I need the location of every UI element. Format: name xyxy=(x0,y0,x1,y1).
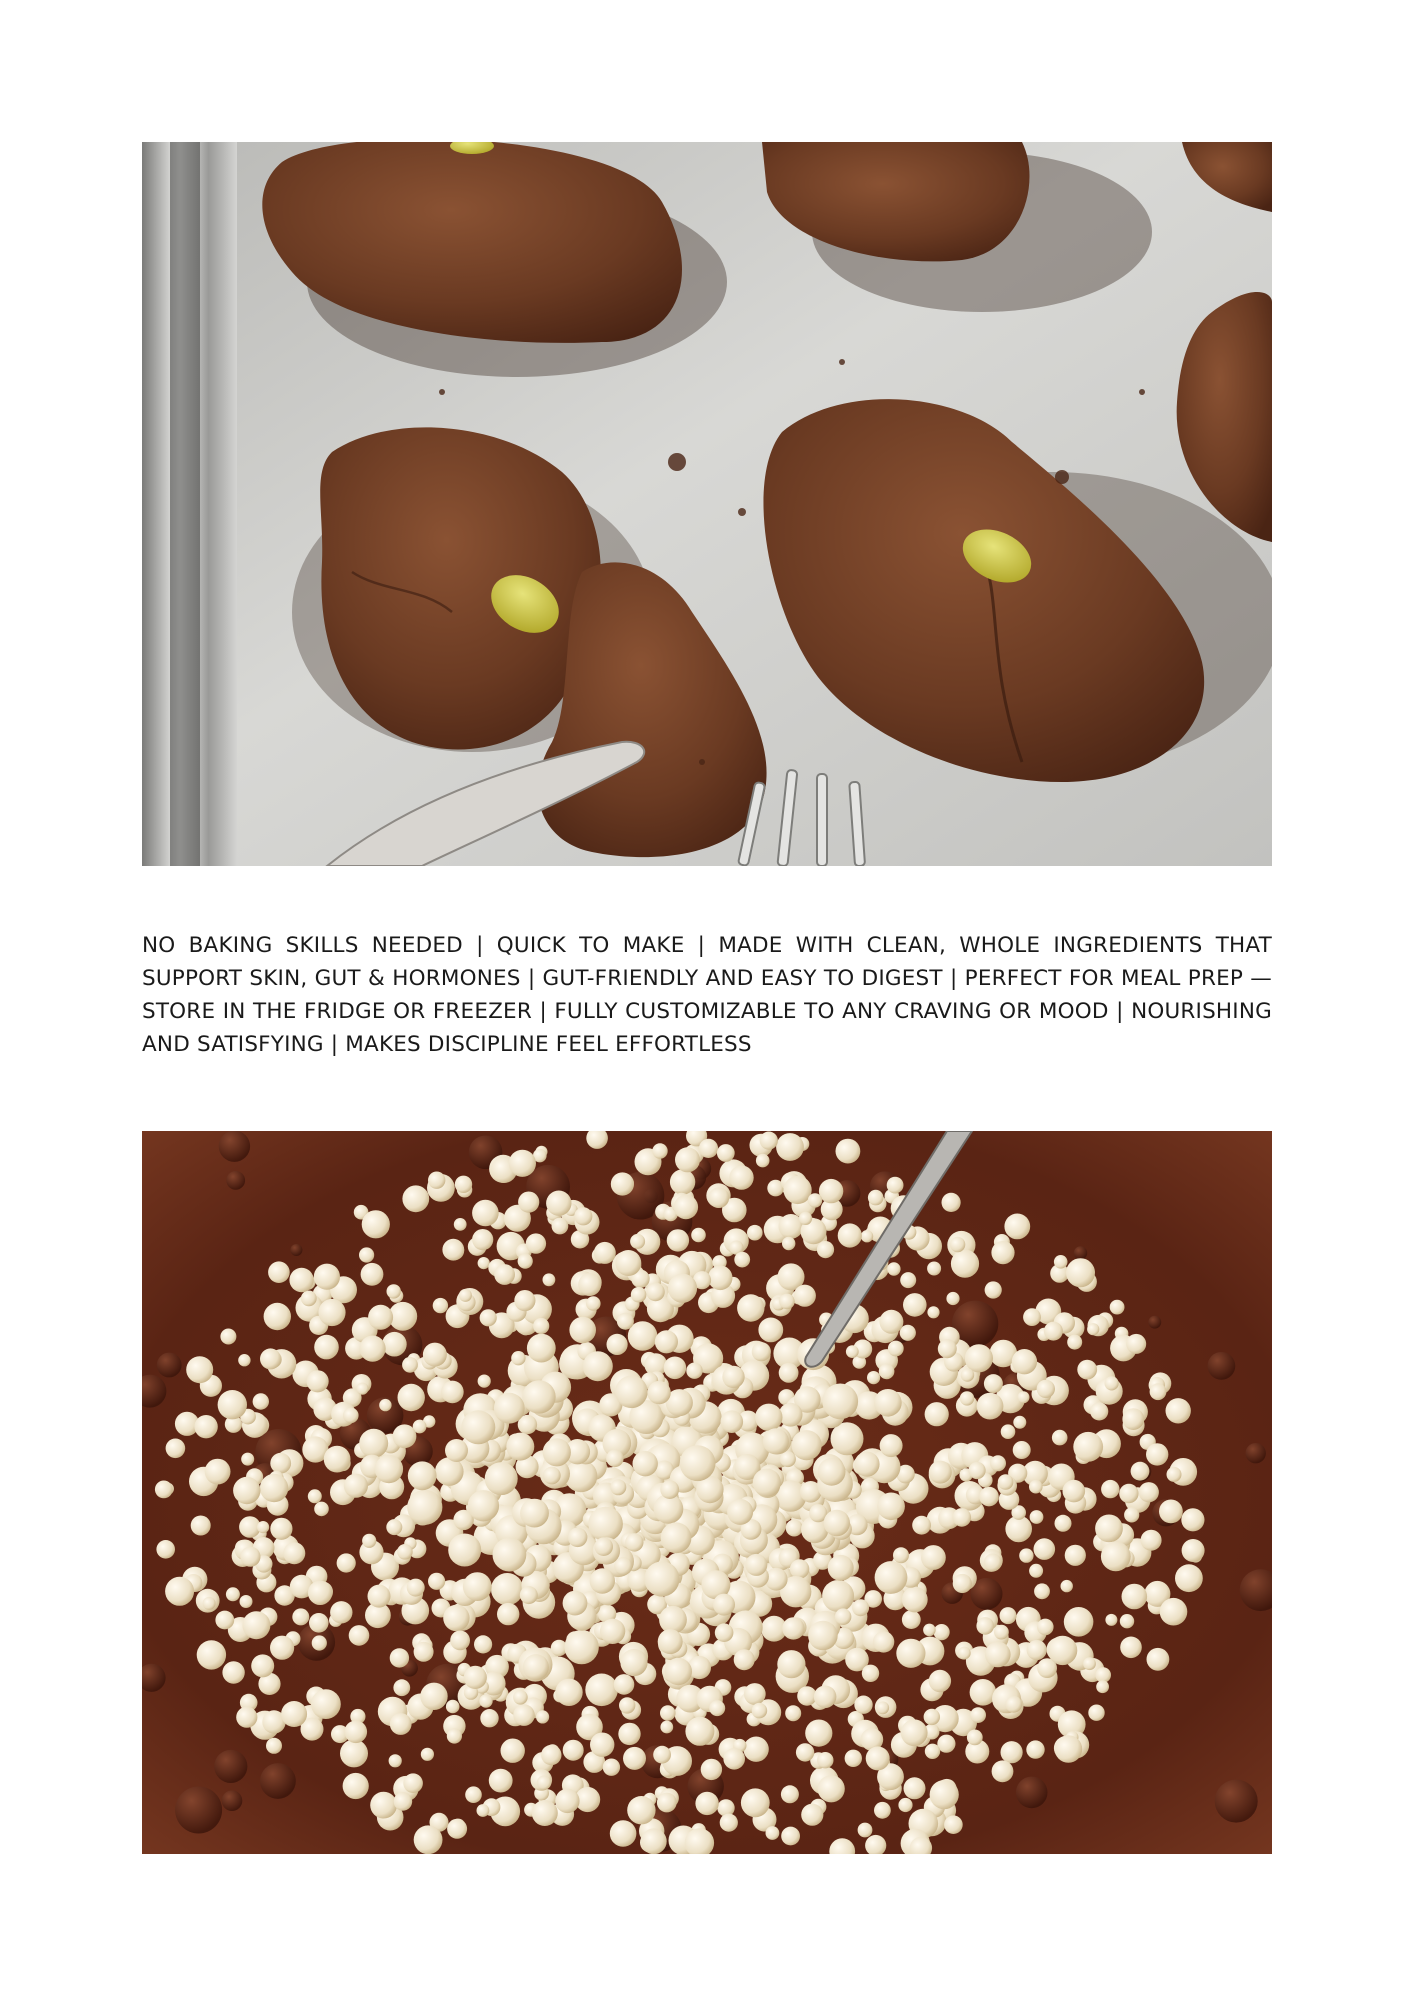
chocolate-bar xyxy=(320,427,601,749)
benefits-text: NO BAKING SKILLS NEEDED | QUICK TO MAKE | MADE WITH CLEAN, WHOLE INGREDIENTS THAT SUPPORT SKIN, GUT & HORMONES | GUT-FRIENDLY AND EASY TO DIGEST | PERFECT FOR MEAL PREP — STORE IN THE FRIDGE OR FREEZER | FULLY CUSTOMIZABLE TO ANY CRAVING OR MOOD | NOURISHING AND SATISFYING | MAKES DISCIPLINE FEEL EFFORTLESS xyxy=(142,933,1272,1057)
chocolate-bars-illustration xyxy=(142,142,1272,866)
puffed-grains-illustration xyxy=(142,1131,1272,1854)
chocolate-bars-photo xyxy=(142,142,1272,866)
puffed-grains-photo xyxy=(142,1131,1272,1854)
